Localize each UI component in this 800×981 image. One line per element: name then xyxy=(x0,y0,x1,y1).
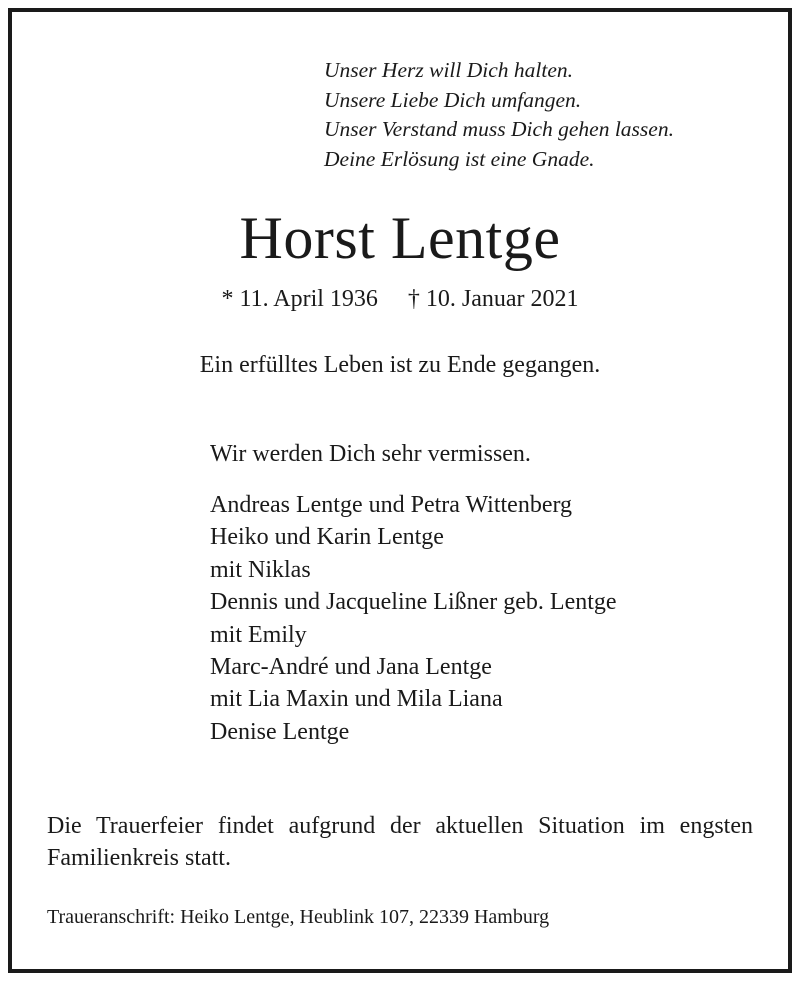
death-date: † 10. Januar 2021 xyxy=(407,286,579,312)
mourner-line: Dennis und Jacqueline Lißner geb. Lentge xyxy=(210,589,617,616)
mourner-line: Heiko und Karin Lentge xyxy=(210,524,444,551)
motto-line: Ein erfülltes Leben ist zu Ende gegangen. xyxy=(199,352,601,378)
farewell-line: Wir werden Dich sehr vermissen. xyxy=(210,441,531,467)
mourner-line: mit Lia Maxin und Mila Liana xyxy=(210,686,503,713)
deceased-name: Horst Lentge xyxy=(239,205,561,271)
birth-date: * 11. April 1936 xyxy=(221,286,378,312)
memorial-poem xyxy=(324,56,674,174)
poem-line: Deine Erlösung ist eine Gnade. xyxy=(324,146,595,171)
mourner-line: Andreas Lentge und Petra Wittenberg xyxy=(210,492,573,518)
poem-line: Unsere Liebe Dich umfangen. xyxy=(324,87,582,112)
mourner-line: mit Niklas xyxy=(210,556,311,583)
funeral-notice: Die Trauerfeier findet aufgrund der aktuellen Situation im engsten Familienkreis statt. xyxy=(47,813,753,871)
mourner-line: mit Emily xyxy=(210,621,307,648)
poem-line: Unser Herz will Dich halten. xyxy=(324,58,574,82)
poem-line: Unser Verstand muss Dich gehen lassen. xyxy=(324,117,674,141)
mourner-line: Denise Lentge xyxy=(210,718,350,745)
condolence-address: Traueranschrift: Heiko Lentge, Heublink 107, 22339 Hamburg xyxy=(47,906,550,928)
mourner-line: Marc-André und Jana Lentge xyxy=(210,654,492,681)
life-dates xyxy=(0,284,800,314)
mourners-list xyxy=(210,489,617,748)
